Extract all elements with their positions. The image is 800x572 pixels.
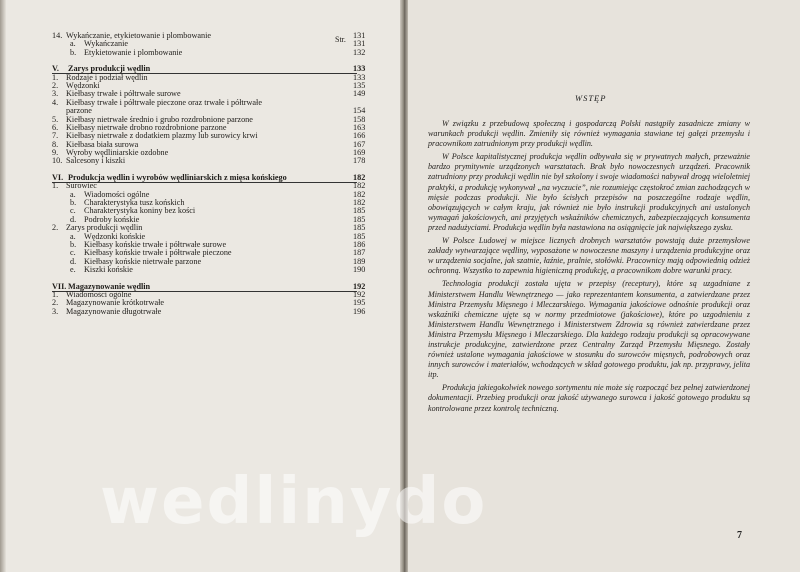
toc-number: a. xyxy=(70,231,76,241)
toc-page: 192 xyxy=(353,281,366,291)
toc-page: 192 xyxy=(353,289,366,299)
toc-number: 8. xyxy=(52,139,59,149)
toc-number: b. xyxy=(70,198,77,208)
toc-page: 185 xyxy=(353,206,366,216)
toc-title: Wykańczanie xyxy=(84,39,129,49)
toc-number: 2. xyxy=(52,80,59,90)
toc-page: 185 xyxy=(353,223,366,233)
toc-page: 149 xyxy=(353,89,366,99)
toc-page: 182 xyxy=(353,181,366,191)
toc-title: Rodzaje i podział wędlin xyxy=(66,72,148,82)
paragraph: W związku z przebudową społeczną i gospodarczą Polski nastąpiły zasadnicze zmiany w warunkach produkcji wędlin. Zmieniły się również wymagania stawiane tej gałęzi przemysłu i pracownikom zatrudnionym przy produkcji wędlin. xyxy=(428,119,750,149)
toc-number: a. xyxy=(70,189,76,199)
toc-title: Kiełbasa biała surowa xyxy=(66,139,139,149)
toc-title: Kiełbasy nietrwałe z dodatkiem plazmy lub surowicy krwi xyxy=(66,131,258,141)
toc-title: Kiełbasy trwałe i półtrwałe surowe xyxy=(66,89,181,99)
toc-page: 186 xyxy=(353,239,366,249)
toc-page: 182 xyxy=(353,189,366,199)
toc-number: c. xyxy=(70,206,76,216)
toc-entry xyxy=(52,308,372,316)
toc-page: 154 xyxy=(353,106,366,116)
toc-title: Produkcja wędlin i wyrobów wędliniarskich z mięsa końskiego xyxy=(68,172,287,182)
toc-number: 1. xyxy=(52,289,59,299)
toc-title: Zarys produkcji wędlin xyxy=(68,64,151,74)
toc-title: Charakterystyka koniny bez kości xyxy=(84,206,196,216)
toc-title: Kiełbasy nietrwałe średnio i grubo rozdrobnione parzone xyxy=(66,114,253,124)
toc-title: Magazynowanie krótkotrwałe xyxy=(66,298,164,308)
toc-page: 133 xyxy=(353,64,366,74)
toc-title: Kiszki końskie xyxy=(84,265,133,275)
paragraph: Produkcja jakiegokolwiek nowego sortymentu nie może się rozpocząć bez pełnej zatwierdzonej dokumentacji. Przebieg produkcji oraz jakość używanego surowca i jakość gotowego produktu są kontrolowane przez kontrolę techniczną. xyxy=(428,383,750,413)
toc-title: Kiełbasy końskie trwałe i półtrwałe surowe xyxy=(84,239,227,249)
toc-title: Wędzonki końskie xyxy=(84,231,146,241)
toc-page: 163 xyxy=(353,122,366,132)
toc-number: c. xyxy=(70,248,76,258)
toc-number: 14. xyxy=(52,31,63,40)
toc-page: 196 xyxy=(353,306,366,316)
toc-number: 1. xyxy=(52,181,59,191)
toc-number: 3. xyxy=(52,306,59,316)
toc-number: VII. xyxy=(52,281,67,291)
toc-title: Kiełbasy nietrwałe drobno rozdrobnione parzone xyxy=(66,122,227,132)
toc-number: b. xyxy=(70,47,77,57)
toc-title: Salcesony i kiszki xyxy=(66,156,126,166)
toc-title: parzone xyxy=(66,106,92,116)
toc-title: Wyroby wędliniarskie ozdobne xyxy=(66,148,169,158)
toc-entry xyxy=(52,74,372,82)
toc-title: Podroby końskie xyxy=(84,214,140,224)
toc-entry xyxy=(52,266,372,274)
toc-title: Wiadomości ogólne xyxy=(84,189,150,199)
toc-number: d. xyxy=(70,214,77,224)
toc-number: e. xyxy=(70,265,76,275)
toc-page: 169 xyxy=(353,148,366,158)
toc-chapter xyxy=(52,174,372,182)
toc-number: 2. xyxy=(52,298,59,308)
toc-number: 9. xyxy=(52,148,59,158)
intro-text xyxy=(428,119,750,417)
toc-number: 4. xyxy=(52,97,59,107)
toc-number: 7. xyxy=(52,131,59,141)
toc-page: 187 xyxy=(353,248,366,258)
toc-page: 133 xyxy=(353,72,366,82)
toc-number: 5. xyxy=(52,114,59,124)
toc-page: 185 xyxy=(353,214,366,224)
toc-page: 189 xyxy=(353,256,366,266)
toc-page: 182 xyxy=(353,198,366,208)
toc-page: 182 xyxy=(353,172,366,182)
page-edge xyxy=(0,0,6,572)
toc-title: Magazynowanie wędlin xyxy=(68,281,151,291)
toc-title: Wiadomości ogólne xyxy=(66,289,132,299)
toc-number: 1. xyxy=(52,72,59,82)
toc-number: a. xyxy=(70,39,76,49)
table-of-contents xyxy=(52,32,372,316)
watermark: wedlinydo xyxy=(100,465,488,539)
paragraph: W Polsce Ludowej w miejsce licznych drobnych warsztatów powstają duże przemysłowe zakłady wytwarzające wędliny, wyposażone w nowoczesne maszyny i urządzenia produkcyjne oraz w urządzenia socjalne, jak szatnie, łaźnie, pralnie, stołówki. Pracownicy mają odpowiednią odzież ochronną. Wszystko to zapewnia higieniczną produkcję, a pracownikom dobre warunki pracy. xyxy=(428,236,750,276)
toc-page: 178 xyxy=(353,156,366,166)
toc-page: 166 xyxy=(353,131,366,141)
page-column-label: Str. xyxy=(335,35,346,44)
toc-number: 2. xyxy=(52,223,59,233)
toc-page: 195 xyxy=(353,298,366,308)
book-gutter xyxy=(400,0,408,572)
toc-title: Wykańczanie, etykietowanie i plombowanie xyxy=(66,31,212,40)
toc-title: Wędzonki xyxy=(66,80,100,90)
toc-page: 190 xyxy=(353,265,366,275)
toc-number: 6. xyxy=(52,122,59,132)
toc-number: 3. xyxy=(52,89,59,99)
toc-title: Etykietowanie i plombowanie xyxy=(84,47,183,57)
paragraph: Technologia produkcji została ujęta w przepisy (receptury), które są uzgadniane z Ministerstwem Handlu Wewnętrznego — jako reprezentantem konsumenta, a zatwierdzane przez Ministra Przemysłu Mięsnego i Mleczarskiego. Wymagania jakościowe odnośnie produkcji oraz wskaźniki chemiczne ujęte są w normy przedmiotowe (jakościowe), które po uzgodnieniu z Ministerstwem Handlu Wewnętrznego i Ministerstwem Zdrowia są również zatwierdzane przez Ministra Przemysłu Mięsnego i Mleczarskiego. Dla każdego rodzaju produkcji są opracowywane instrukcje produkcyjne, zatwierdzone przez Centralny Zarząd Przemysłu Mięsnego. Zostały również ustalone wymagania jakościowe w stosunku do surowców mięsnych, podrobowych oraz innych surowców i materiałów, wchodzących w skład gotowego produktu, jak np. przyprawy, jelita itp. xyxy=(428,279,750,380)
toc-entry xyxy=(52,157,372,165)
toc-page: 135 xyxy=(353,80,366,90)
paragraph: W Polsce kapitalistycznej produkcja wędlin odbywała się w prywatnych małych, przeważnie bardzo prymitywnie urządzonych warsztatach. Brak było nowoczesnych urządzeń. Pracownik zatrudniony przy produkcji wędlin nie był szkolony i swoje wiadomości nabywał drogą wieloletniej praktyki, a produkcję wykonywał „na wyczucie”, nie rozumiejąc częstokroć zmian zachodzących w mięsie podczas produkcji. Nie było ścisłych przepisów na poszczególne rodzaje wędlin, obowiązujących w całym kraju, jak również nie było instrukcji produkcyjnych ani ustalonych wymagań jakościowych, ani przyjętych wskaźników chemicznych, zabezpieczających konsumenta przed nadużyciami. Produkcja wędlin była nastawiona na osiągnięcie jak największego zysku. xyxy=(428,152,750,232)
toc-page: 167 xyxy=(353,139,366,149)
section-heading: WSTĘP xyxy=(575,93,607,103)
toc-title: Kiełbasy trwałe i półtrwałe pieczone oraz trwałe i półtrwałe xyxy=(66,97,262,107)
toc-page: 185 xyxy=(353,231,366,241)
toc-page: 158 xyxy=(353,114,366,124)
toc-page: 131 xyxy=(353,31,366,40)
toc-number: 10. xyxy=(52,156,63,166)
toc-title: Charakterystyka tusz końskich xyxy=(84,198,185,208)
toc-page: 132 xyxy=(353,47,366,57)
toc-number: V. xyxy=(52,64,59,74)
toc-title: Kiełbasy końskie trwałe i półtrwałe pieczone xyxy=(84,248,232,258)
page-number: 7 xyxy=(737,530,742,541)
toc-number: VI. xyxy=(52,172,64,182)
toc-title: Zarys produkcji wędlin xyxy=(66,223,143,233)
toc-number: b. xyxy=(70,239,77,249)
toc-page: 131 xyxy=(353,39,366,49)
toc-title: Surowiec xyxy=(66,181,97,191)
toc-entry xyxy=(52,49,372,57)
toc-title: Magazynowanie długotrwałe xyxy=(66,306,162,316)
toc-entry xyxy=(52,99,372,107)
toc-number: d. xyxy=(70,256,77,266)
toc-title: Kiełbasy końskie nietrwałe parzone xyxy=(84,256,202,266)
